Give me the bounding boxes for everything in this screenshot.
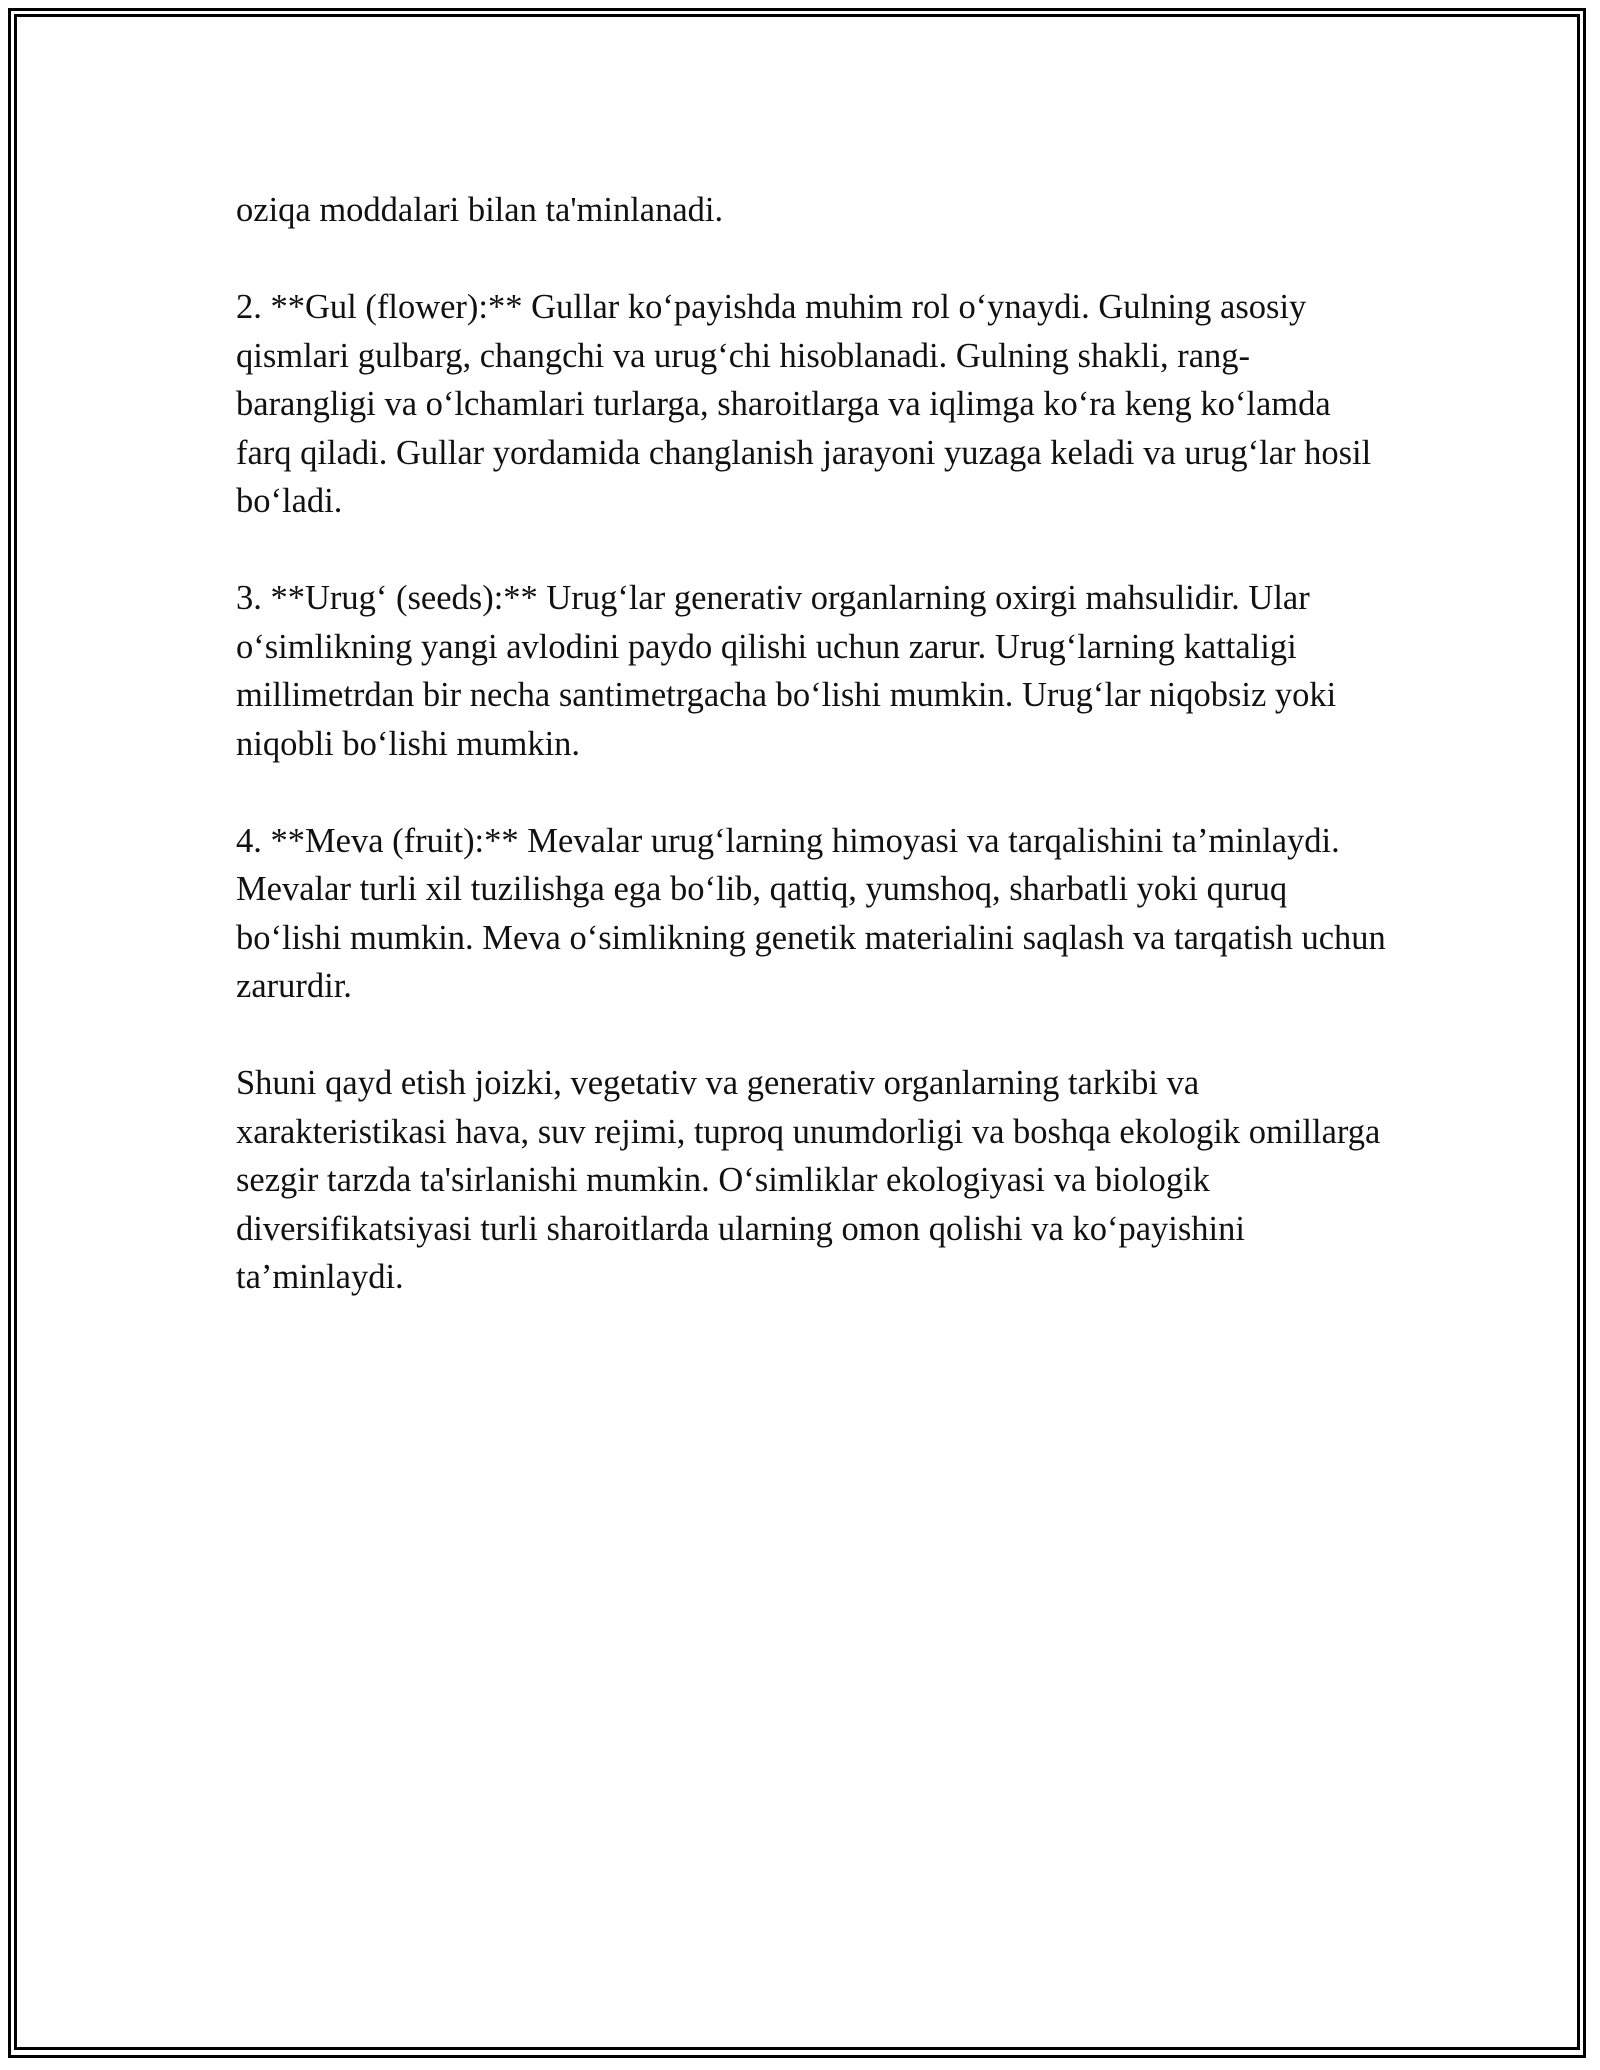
paragraph-urug: 3. **Urug‘ (seeds):** Urug‘lar generativ organlarning oxirgi mahsulidir. Ular o‘simlikning yangi avlodini paydo qilishi uchun zarur. Urug‘larning kattaligi millimetrdan bir necha santimetrgacha bo‘lishi mumkin. Urug‘lar niqobsiz yoki niqobli bo‘lishi mumkin. xyxy=(236,579,1337,763)
document-body xyxy=(236,186,1386,1302)
paragraph-continuation: oziqa moddalari bilan ta'minlanadi. xyxy=(236,191,724,229)
paragraph-conclusion: Shuni qayd etish joizki, vegetativ va generativ organlarning tarkibi va xarakteristikasi hava, suv rejimi, tuproq unumdorligi va boshqa ekologik omillarga sezgir tarzda ta'sirlanishi mumkin. O‘simliklar ekologiyasi va biologik diversifikatsiyasi turli sharoitlarda ularning omon qolishi va ko‘payishini ta’minlaydi. xyxy=(236,1064,1381,1296)
paragraph-meva: 4. **Meva (fruit):** Mevalar urug‘larning himoyasi va tarqalishini ta’minlaydi. Mevalar turli xil tuzilishga ega bo‘lib, qattiq, yumshoq, sharbatli yoki quruq bo‘lishi mumkin. Meva o‘simlikning genetik materialini saqlash va tarqatish uchun zarurdir. xyxy=(236,821,1386,1005)
paragraph-gul: 2. **Gul (flower):** Gullar ko‘payishda muhim rol o‘ynaydi. Gulning asosiy qismlari gulbarg, changchi va urug‘chi hisoblanadi. Gulning shakli, rang-barangligi va o‘lchamlari turlarga, sharoitlarga va iqlimga ko‘ra keng ko‘lamda farq qiladi. Gullar yordamida changlanish jarayoni yuzaga keladi va urug‘lar hosil bo‘ladi. xyxy=(236,288,1372,520)
